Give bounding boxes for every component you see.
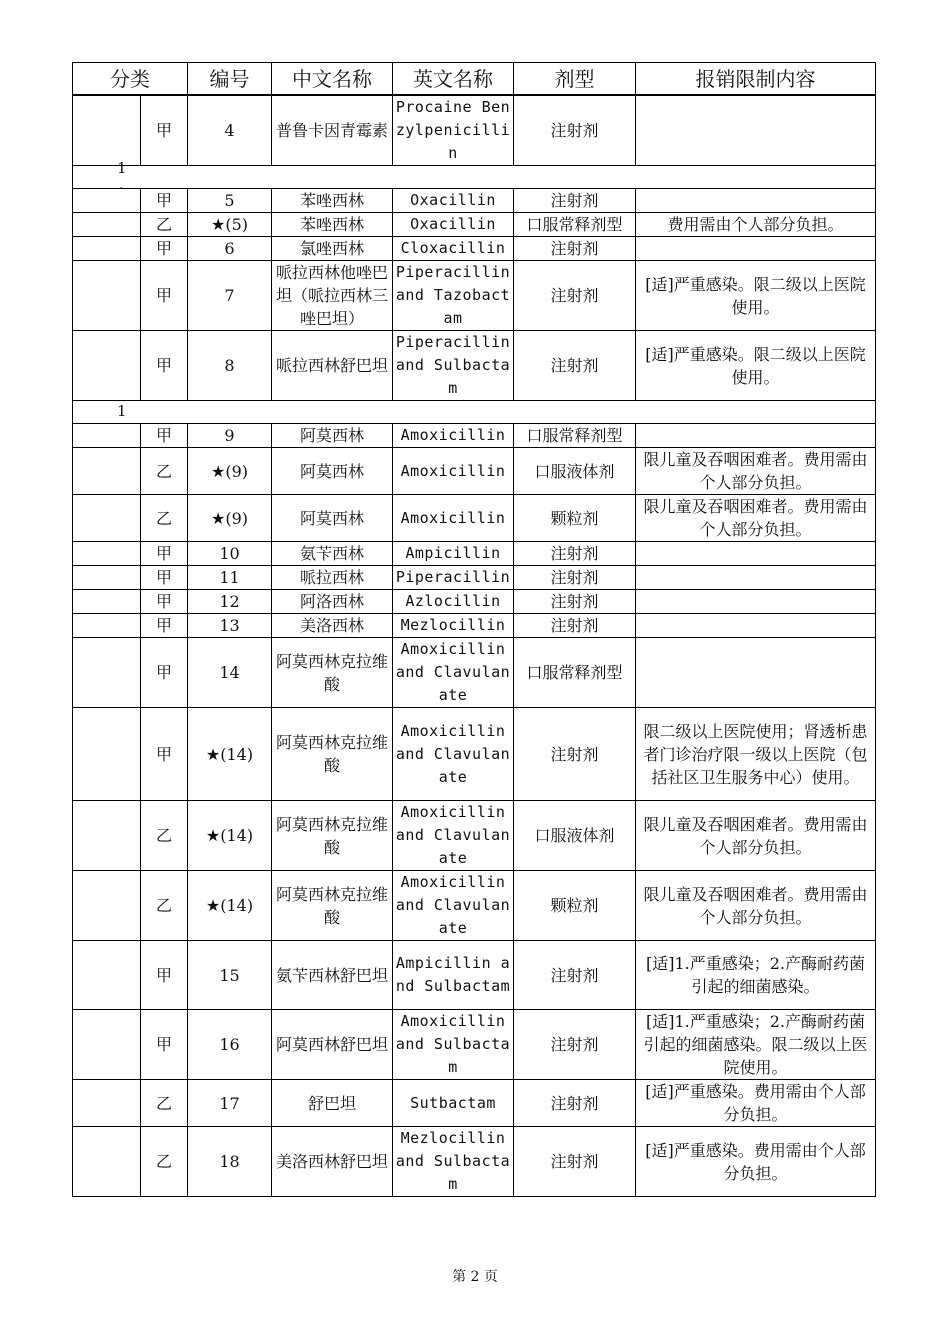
grade-cell: 乙 [141,213,188,237]
code-cell: 16 [188,1010,272,1080]
grade-cell: 甲 [141,424,188,448]
drug-reimbursement-table [72,62,876,1197]
cn-name-cell: 阿莫西林 [272,448,393,495]
table-row [73,638,876,708]
en-name-cell: Oxacillin [393,189,514,213]
limit-cell: [适]严重感染。费用需由个人部分负担。 [636,1127,876,1197]
limit-cell: 限儿童及吞咽困难者。费用需由个人部分负担。 [636,448,876,495]
form-cell: 口服常释剂型 [514,638,636,708]
limit-cell: 限儿童及吞咽困难者。费用需由个人部分负担。 [636,801,876,871]
grade-cell: 乙 [141,801,188,871]
limit-cell: [适]严重感染。限二级以上医院使用。 [636,331,876,401]
en-name-cell: Mezlocillin and Sulbactam [393,1127,514,1197]
limit-cell: 限儿童及吞咽困难者。费用需由个人部分负担。 [636,871,876,941]
limit-cell [636,590,876,614]
limit-cell: [适]严重感染。限二级以上医院使用。 [636,261,876,331]
code-cell: 5 [188,189,272,213]
header-form: 剂型 [514,63,636,96]
table-row [73,237,876,261]
code-cell: 9 [188,424,272,448]
table-row [73,261,876,331]
cn-name-cell: 美洛西林舒巴坦 [272,1127,393,1197]
limit-cell: [适]1.严重感染；2.产酶耐药菌引起的细菌感染。限二级以上医院使用。 [636,1010,876,1080]
limit-cell: 限儿童及吞咽困难者。费用需由个人部分负担。 [636,495,876,542]
en-name-cell: Amoxicillin [393,448,514,495]
grade-cell: 乙 [141,871,188,941]
en-name-cell: Amoxicillin and Clavulanate [393,871,514,941]
section-number: 1 [117,402,127,420]
table-row [73,1127,876,1197]
cn-name-cell: 普鲁卡因青霉素 [272,95,393,166]
table-row [73,331,876,401]
limit-cell [636,542,876,566]
cn-name-cell: 苯唑西林 [272,189,393,213]
code-cell: ★(9) [188,495,272,542]
form-cell: 注射剂 [514,590,636,614]
grade-cell: 甲 [141,708,188,801]
form-cell: 注射剂 [514,708,636,801]
table-row [73,1080,876,1127]
form-cell: 注射剂 [514,237,636,261]
limit-cell [636,237,876,261]
table-row [73,801,876,871]
form-cell: 注射剂 [514,1127,636,1197]
code-cell: 6 [188,237,272,261]
cn-name-cell: 舒巴坦 [272,1080,393,1127]
en-name-cell: Amoxicillin and Sulbactam [393,1010,514,1080]
table-row [73,871,876,941]
limit-cell [636,638,876,708]
en-name-cell: Azlocillin [393,590,514,614]
form-cell: 颗粒剂 [514,495,636,542]
grade-cell: 乙 [141,1127,188,1197]
form-cell: 注射剂 [514,614,636,638]
limit-cell [636,566,876,590]
form-cell: 注射剂 [514,1080,636,1127]
en-name-cell: Piperacillin and Sulbactam [393,331,514,401]
cn-name-cell: 阿莫西林 [272,495,393,542]
en-name-cell: Ampicillin [393,542,514,566]
header-code: 编号 [188,63,272,96]
table-row [73,941,876,1010]
cn-name-cell: 哌拉西林 [272,566,393,590]
grade-cell: 甲 [141,189,188,213]
grade-cell: 甲 [141,941,188,1010]
code-cell: 12 [188,590,272,614]
cn-name-cell: 阿莫西林克拉维酸 [272,801,393,871]
limit-cell: [适]1.严重感染；2.产酶耐药菌引起的细菌感染。 [636,941,876,1010]
en-name-cell: Ampicillin and Sulbactam [393,941,514,1010]
form-cell: 注射剂 [514,941,636,1010]
en-name-cell: Piperacillin and Tazobactam [393,261,514,331]
grade-cell: 甲 [141,614,188,638]
limit-cell [636,189,876,213]
en-name-cell: Mezlocillin [393,614,514,638]
cn-name-cell: 阿洛西林 [272,590,393,614]
code-cell: 13 [188,614,272,638]
header-cn-name: 中文名称 [272,63,393,96]
header-limit: 报销限制内容 [636,63,876,96]
code-cell: 18 [188,1127,272,1197]
cn-name-cell: 阿莫西林克拉维酸 [272,871,393,941]
cn-name-cell: 美洛西林 [272,614,393,638]
en-name-cell: Amoxicillin [393,424,514,448]
grade-cell: 甲 [141,566,188,590]
en-name-cell: Amoxicillin and Clavulanate [393,801,514,871]
form-cell: 注射剂 [514,1010,636,1080]
form-cell: 口服常释剂型 [514,213,636,237]
section-number: 1 [117,159,127,177]
section-row [73,401,876,424]
cn-name-cell: 氨苄西林 [272,542,393,566]
form-cell: 注射剂 [514,261,636,331]
grade-cell: 甲 [141,237,188,261]
code-cell: ★(14) [188,871,272,941]
form-cell: 口服液体剂 [514,448,636,495]
en-name-cell: Sutbactam [393,1080,514,1127]
page-number: 第 2 页 [452,1269,498,1285]
table-row [73,590,876,614]
grade-cell: 乙 [141,495,188,542]
grade-cell: 甲 [141,638,188,708]
header-en-name: 英文名称 [393,63,514,96]
table-row [73,542,876,566]
limit-cell [636,424,876,448]
code-cell: 11 [188,566,272,590]
grade-cell: 甲 [141,1010,188,1080]
en-name-cell: Amoxicillin and Clavulanate [393,638,514,708]
form-cell: 注射剂 [514,566,636,590]
table-row [73,448,876,495]
table-row [73,614,876,638]
form-cell: 注射剂 [514,542,636,566]
grade-cell: 甲 [141,542,188,566]
grade-cell: 甲 [141,331,188,401]
table-row [73,708,876,801]
table-row [73,1010,876,1080]
en-name-cell: Amoxicillin and Clavulanate [393,708,514,801]
table-row [73,566,876,590]
header-category: 分类 [73,63,188,96]
header-row [73,63,876,96]
en-name-cell: Piperacillin [393,566,514,590]
en-name-cell: Amoxicillin [393,495,514,542]
code-cell: ★(5) [188,213,272,237]
cn-name-cell: 阿莫西林 [272,424,393,448]
form-cell: 口服常释剂型 [514,424,636,448]
code-cell: 15 [188,941,272,1010]
grade-cell: 甲 [141,261,188,331]
code-cell: 7 [188,261,272,331]
table-row [73,495,876,542]
code-cell: 17 [188,1080,272,1127]
form-cell: 口服液体剂 [514,801,636,871]
cn-name-cell: 氯唑西林 [272,237,393,261]
en-name-cell: Cloxacillin [393,237,514,261]
code-cell: 4 [188,95,272,166]
cn-name-cell: 苯唑西林 [272,213,393,237]
code-cell: 14 [188,638,272,708]
code-cell: 8 [188,331,272,401]
code-cell: 10 [188,542,272,566]
table-row [73,424,876,448]
limit-cell: [适]严重感染。费用需由个人部分负担。 [636,1080,876,1127]
code-cell: ★(14) [188,801,272,871]
en-name-cell: Procaine Benzylpenicillin [393,95,514,166]
cn-name-cell: 阿莫西林克拉维酸 [272,708,393,801]
table-row [73,95,876,166]
section-dot: · [119,181,124,197]
en-name-cell: Oxacillin [393,213,514,237]
form-cell: 注射剂 [514,331,636,401]
cn-name-cell: 阿莫西林克拉维酸 [272,638,393,708]
grade-cell: 甲 [141,95,188,166]
cn-name-cell: 氨苄西林舒巴坦 [272,941,393,1010]
cn-name-cell: 哌拉西林舒巴坦 [272,331,393,401]
cn-name-cell: 哌拉西林他唑巴坦（哌拉西林三唑巴坦） [272,261,393,331]
limit-cell: 限二级以上医院使用；肾透析患者门诊治疗限一级以上医院（包括社区卫生服务中心）使用。 [636,708,876,801]
form-cell: 注射剂 [514,95,636,166]
limit-cell: 费用需由个人部分负担。 [636,213,876,237]
form-cell: 注射剂 [514,189,636,213]
grade-cell: 乙 [141,448,188,495]
section-row [73,166,876,189]
code-cell: ★(9) [188,448,272,495]
grade-cell: 甲 [141,590,188,614]
table-row [73,189,876,213]
code-cell: ★(14) [188,708,272,801]
form-cell: 颗粒剂 [514,871,636,941]
limit-cell [636,95,876,166]
cn-name-cell: 阿莫西林舒巴坦 [272,1010,393,1080]
table-row [73,213,876,237]
limit-cell [636,614,876,638]
grade-cell: 乙 [141,1080,188,1127]
